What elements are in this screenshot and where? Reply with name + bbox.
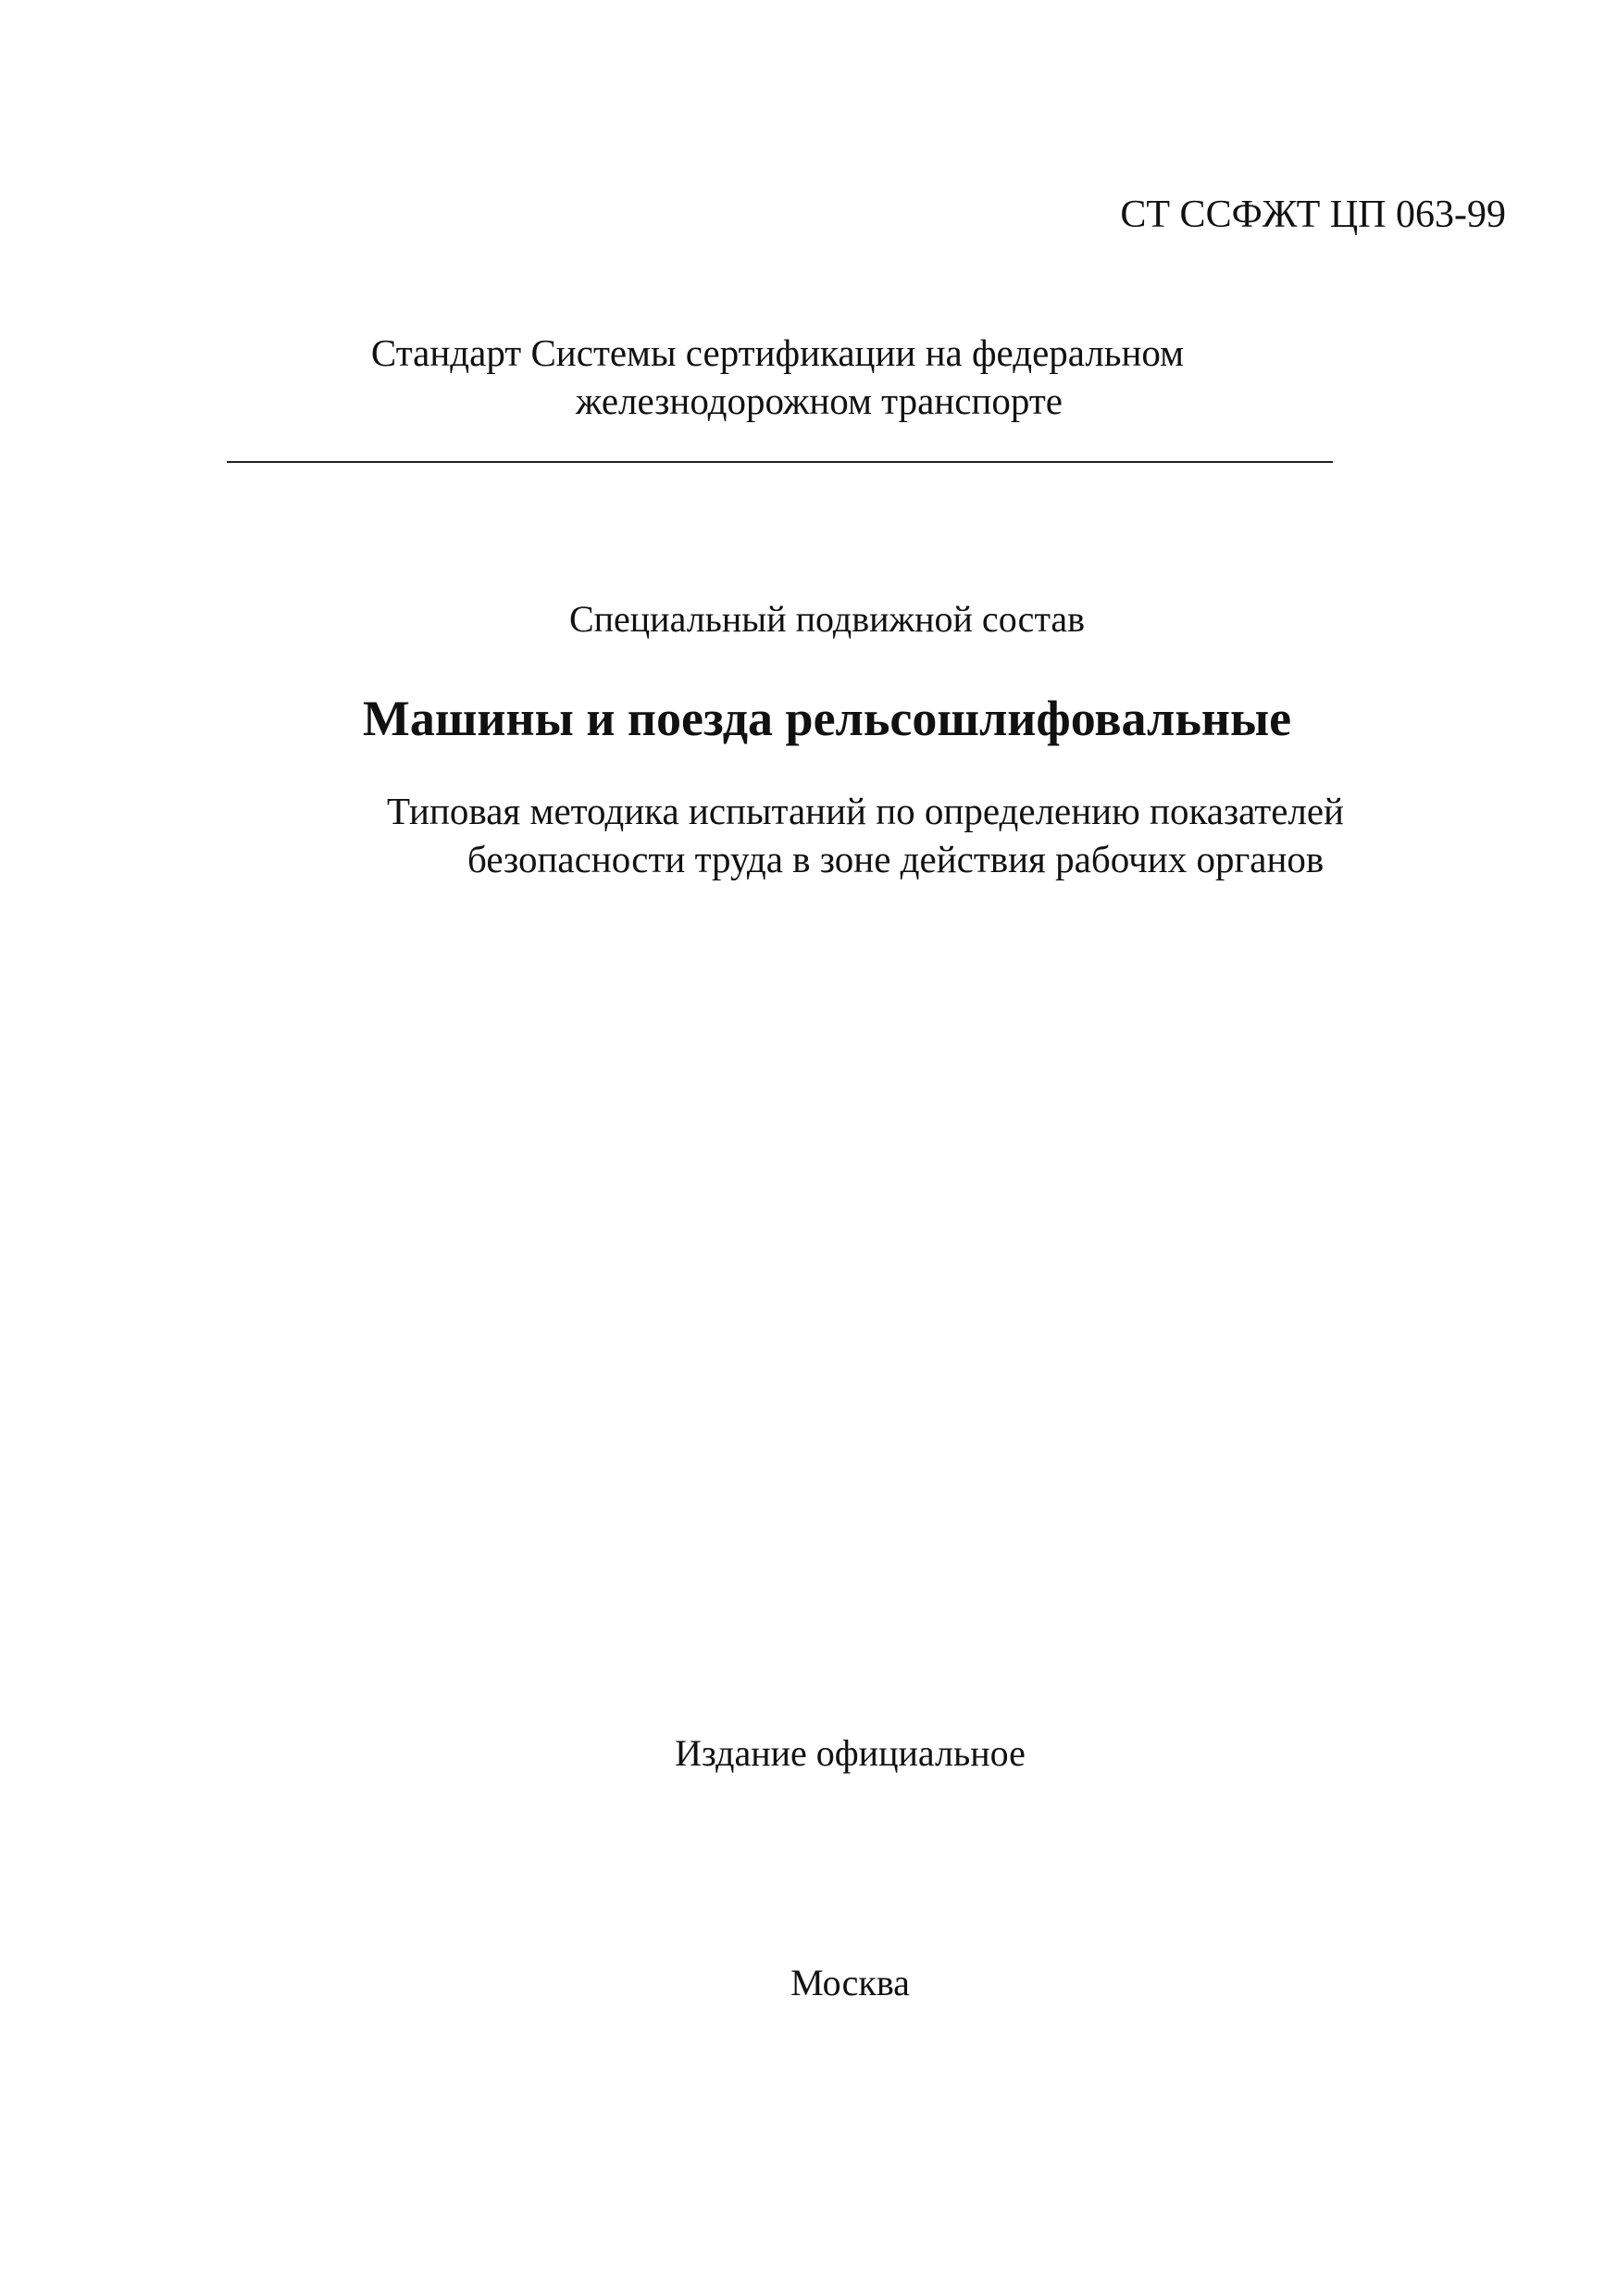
document-category: Специальный подвижной состав — [568, 598, 1086, 640]
document-code: СТ ССФЖТ ЦП 063-99 — [1120, 193, 1506, 236]
document-title: Машины и поезда рельсошлифовальные — [362, 691, 1292, 746]
organization-header — [222, 329, 1333, 425]
subtitle-line-2: безопасности труда в зоне действия рабочих органов — [467, 838, 1325, 880]
document-subtitle — [352, 787, 1407, 883]
publication-city: Москва — [790, 1962, 910, 2003]
header-divider — [227, 461, 1333, 463]
organization-line-1: Стандарт Системы сертификации на федеральном — [370, 331, 1185, 374]
subtitle-line-1: Типовая методика испытаний по определению показателей — [387, 790, 1344, 832]
organization-line-2: железнодорожном транспорте — [576, 380, 1063, 422]
edition-label: Издание официальное — [675, 1732, 1026, 1774]
